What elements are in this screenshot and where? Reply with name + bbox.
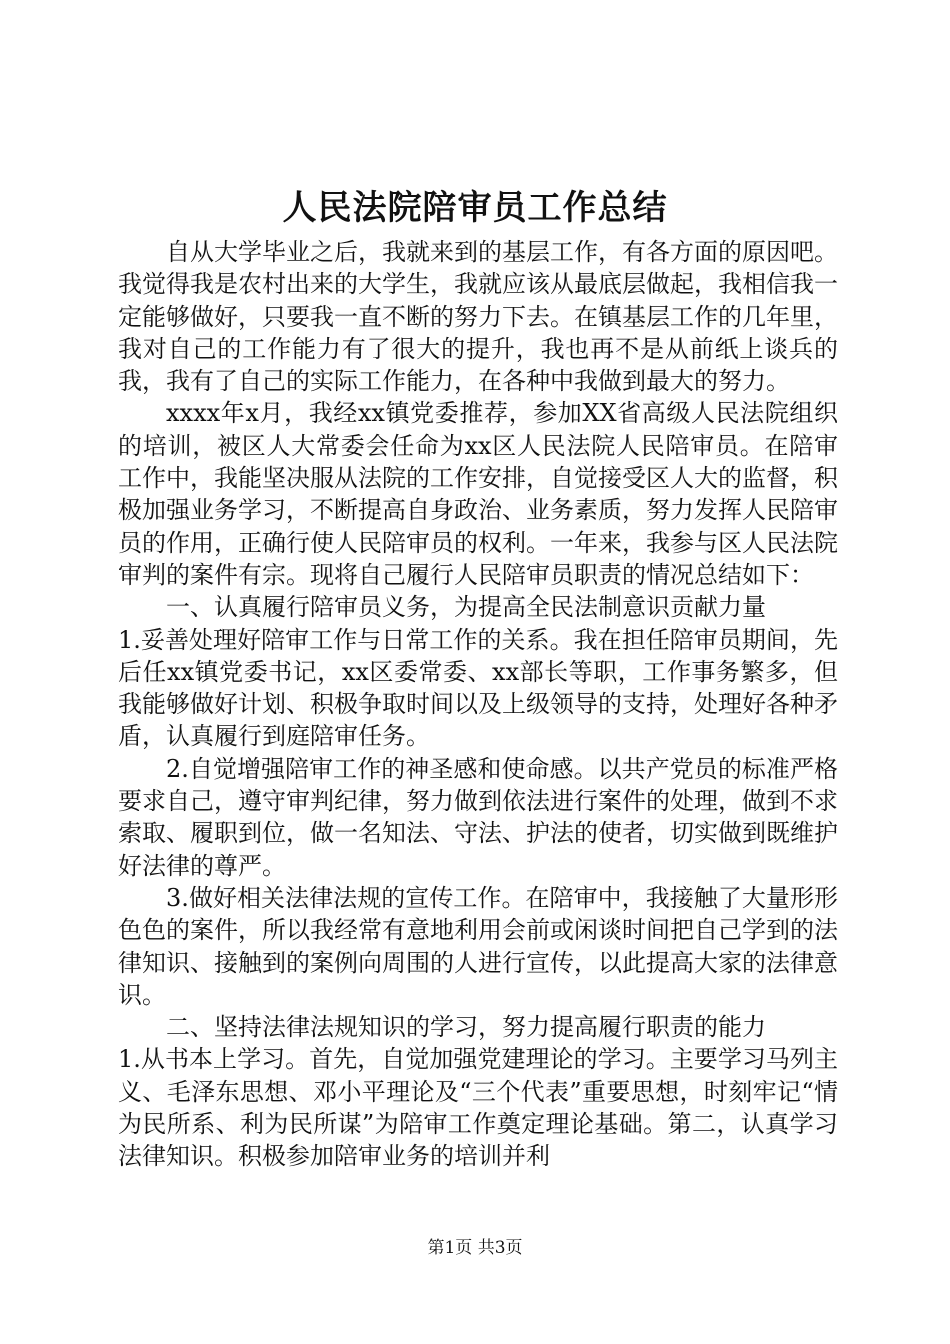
paragraph-2: xxxx年x月，我经xx镇党委推荐，参加XX省高级人民法院组织的培训，被区人大常委会任命为xx区人民法院人民陪审员。在陪审工作中，我能坚决服从法院的工作安排，自觉接受区人大的监督，积极加强业务学习，不断提高自身政治、业务素质，努力发挥人民陪审员的作用，正确行使人民陪审员的权利。一年来，我参与区人民法院审判的案件有宗。现将自己履行人民陪审员职责的情况总结如下： bbox=[118, 399, 838, 589]
page-footer: 第1页 共3页 bbox=[427, 1238, 523, 1258]
paragraph-1: 自从大学毕业之后，我就来到的基层工作，有各方面的原因吧。我觉得我是农村出来的大学生，我就应该从最底层做起，我相信我一定能够做好，只要我一直不断的努力下去。在镇基层工作的几年里，我对自己的工作能力有了很大的提升，我也再不是从前纸上谈兵的我，我有了自己的实际工作能力，在各种中我做到最大的努力。 bbox=[118, 238, 838, 396]
section-heading-1: 一、认真履行陪审员义务，为提高全民法制意识贡献力量 bbox=[166, 593, 766, 622]
paragraph-item-2-1: 1.从书本上学习。首先，自觉加强党建理论的学习。主要学习马列主义、毛泽东思想、邓小平理论及“三个代表”重要思想，时刻牢记“情为民所系、利为民所谋”为陪审工作奠定理论基础。第二，认真学习法律知识。积极参加陪审业务的培训并利 bbox=[118, 1045, 838, 1171]
paragraph-item-1-2: 2.自觉增强陪审工作的神圣感和使命感。以共产党员的标准严格要求自己，遵守审判纪律，努力做到依法进行案件的处理，做到不求索取、履职到位，做一名知法、守法、护法的使者，切实做到既维护好法律的尊严。 bbox=[118, 754, 838, 880]
section-heading-2: 二、坚持法律法规知识的学习，努力提高履行职责的能力 bbox=[166, 1013, 766, 1042]
paragraph-item-1-3: 3.做好相关法律法规的宣传工作。在陪审中，我接触了大量形形色色的案件，所以我经常有意地利用会前或闲谈时间把自己学到的法律知识、接触到的案例向周围的人进行宣传，以此提高大家的法律意识。 bbox=[118, 883, 838, 1009]
document-body bbox=[118, 236, 838, 1173]
document-title: 人民法院陪审员工作总结 bbox=[282, 188, 668, 228]
paragraph-item-1-1: 1.妥善处理好陪审工作与日常工作的关系。我在担任陪审员期间，先后任xx镇党委书记，xx区委常委、xx部长等职，工作事务繁多，但我能够做好计划、积极争取时间以及上级领导的支持，处理好各种矛盾，认真履行到庭陪审任务。 bbox=[118, 625, 838, 751]
